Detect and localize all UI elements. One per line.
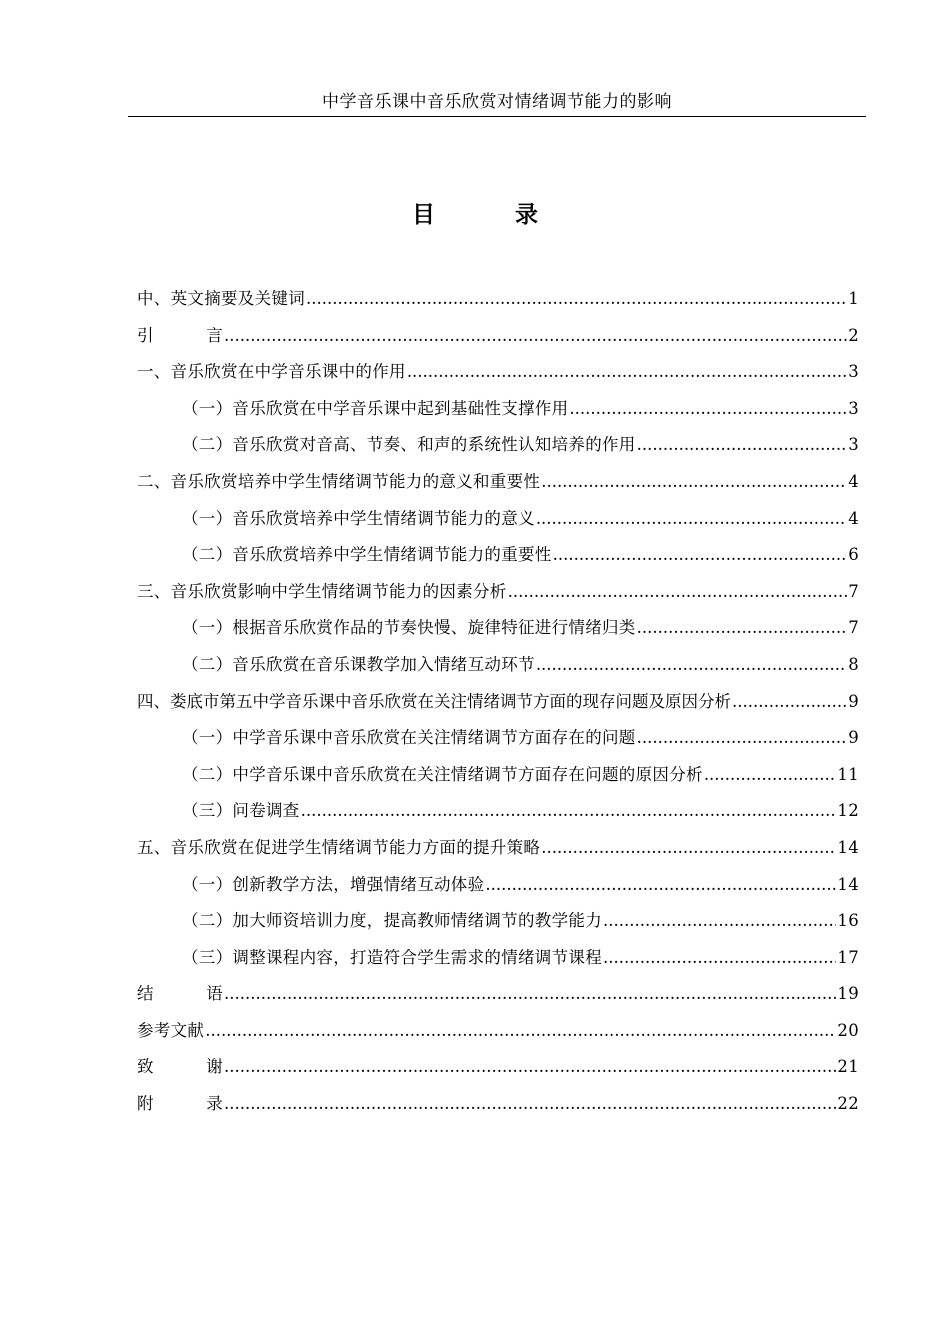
toc-entry-title: 结 语 [137, 984, 223, 1004]
toc-page-number: 21 [837, 1057, 859, 1077]
toc-page-number: 9 [848, 691, 859, 711]
toc-entry-section-1-2[interactable] [137, 433, 859, 470]
toc-entry-title: （三）问卷调查 [182, 801, 300, 821]
toc-entry-chapter-2[interactable] [137, 470, 859, 507]
dot-leader [485, 873, 836, 897]
dot-leader [541, 836, 836, 860]
dot-leader [224, 1092, 836, 1116]
toc-entry-title: （一）中学音乐课中音乐欣赏在关注情绪调节方面存在的问题 [182, 728, 636, 748]
toc-entry-title: （二）音乐欣赏培养中学生情绪调节能力的重要性 [182, 545, 552, 565]
toc-entry-conclusion[interactable] [137, 982, 859, 1019]
toc-entry-appendix[interactable] [137, 1092, 859, 1129]
dot-leader [603, 946, 836, 970]
toc-page-number: 12 [837, 801, 859, 821]
toc-entry-title: 参考文献 [137, 1020, 205, 1040]
toc-entry-section-5-2[interactable] [137, 909, 859, 946]
toc-entry-introduction[interactable] [137, 324, 859, 361]
toc-entry-title: 一、音乐欣赏在中学音乐课中的作用 [137, 362, 406, 382]
toc-page-number: 16 [837, 911, 859, 931]
toc-entry-title: （一）音乐欣赏培养中学生情绪调节能力的意义 [182, 508, 535, 528]
dot-leader [637, 433, 848, 457]
toc-entry-title: （一）创新教学方法，增强情绪互动体验 [182, 874, 485, 894]
dot-leader [541, 470, 847, 494]
dot-leader [306, 287, 847, 311]
toc-page-number: 3 [848, 435, 859, 455]
toc-entry-chapter-5[interactable] [137, 836, 859, 873]
toc-entry-section-4-2[interactable] [137, 763, 859, 800]
dot-leader [569, 397, 847, 421]
toc-page-number: 14 [837, 874, 859, 894]
toc-page-number: 14 [837, 837, 859, 857]
toc-entry-title: （一）根据音乐欣赏作品的节奏快慢、旋律特征进行情绪归类 [182, 618, 636, 638]
toc-entry-title: （二）音乐欣赏对音高、节奏、和声的系统性认知培养的作用 [182, 435, 636, 455]
toc-page-number: 1 [848, 289, 859, 308]
toc-entry-references[interactable] [137, 1019, 859, 1056]
dot-leader [224, 1055, 836, 1079]
toc-entry-title: （二）加大师资培训力度，提高教师情绪调节的教学能力 [182, 911, 602, 931]
dot-leader [407, 360, 847, 384]
dot-leader [704, 763, 837, 787]
toc-page-number: 8 [848, 654, 859, 674]
toc-entry-acknowledgements[interactable] [137, 1055, 859, 1092]
toc-entry-title: 二、音乐欣赏培养中学生情绪调节能力的意义和重要性 [137, 471, 541, 491]
dot-leader [301, 799, 837, 823]
toc-entry-title: （三）调整课程内容，打造符合学生需求的情绪调节课程 [182, 947, 602, 967]
toc-entry-section-3-1[interactable] [137, 616, 859, 653]
dot-leader [553, 543, 848, 567]
table-of-contents [137, 287, 859, 1129]
dot-leader [732, 690, 847, 714]
toc-page-number: 3 [848, 398, 859, 418]
toc-entry-title: 中、英文摘要及关键词 [137, 289, 305, 308]
toc-entry-title: 四、娄底市第五中学音乐课中音乐欣赏在关注情绪调节方面的现存问题及原因分析 [137, 691, 731, 711]
toc-entry-title: 三、音乐欣赏影响中学生情绪调节能力的因素分析 [137, 581, 507, 601]
toc-entry-section-5-1[interactable] [137, 873, 859, 910]
toc-entry-section-3-2[interactable] [137, 653, 859, 690]
toc-page-number: 7 [848, 581, 859, 601]
toc-entry-section-2-2[interactable] [137, 543, 859, 580]
dot-leader [637, 726, 848, 750]
dot-leader [205, 1019, 836, 1043]
toc-page-number: 4 [848, 508, 859, 528]
running-header: 中学音乐课中音乐欣赏对情绪调节能力的影响 [128, 92, 866, 117]
toc-entry-section-4-1[interactable] [137, 726, 859, 763]
toc-entry-section-4-3[interactable] [137, 799, 859, 836]
toc-entry-chapter-1[interactable] [137, 360, 859, 397]
dot-leader [637, 616, 848, 640]
toc-page-number: 3 [848, 362, 859, 382]
toc-entry-section-2-1[interactable] [137, 507, 859, 544]
dot-leader [508, 580, 848, 604]
toc-entry-title: （二）音乐欣赏在音乐课教学加入情绪互动环节 [182, 654, 535, 674]
toc-entry-title: 五、音乐欣赏在促进学生情绪调节能力方面的提升策略 [137, 837, 541, 857]
dot-leader [603, 909, 836, 933]
toc-page-number: 11 [837, 764, 859, 784]
page-title: 目 录 [411, 201, 574, 228]
toc-page-number: 6 [848, 545, 859, 565]
toc-page-number: 7 [848, 618, 859, 638]
toc-page-number: 2 [848, 325, 859, 345]
toc-entry-section-5-3[interactable] [137, 946, 859, 983]
toc-page-number: 4 [848, 471, 859, 491]
dot-leader [536, 653, 847, 677]
dot-leader [536, 507, 847, 531]
toc-page-number: 9 [848, 728, 859, 748]
toc-page-number: 22 [837, 1094, 859, 1114]
toc-page-number: 20 [837, 1020, 859, 1040]
toc-entry-section-1-1[interactable] [137, 397, 859, 434]
toc-entry-title: 附 录 [137, 1094, 223, 1114]
toc-entry-title: 引 言 [137, 325, 223, 345]
toc-page-number: 19 [837, 984, 859, 1004]
dot-leader [224, 324, 847, 348]
toc-page-number: 17 [837, 947, 859, 967]
dot-leader [224, 982, 836, 1006]
toc-entry-title: （一）音乐欣赏在中学音乐课中起到基础性支撑作用 [182, 398, 569, 418]
toc-entry-title: 致 谢 [137, 1057, 223, 1077]
toc-entry-chapter-4[interactable] [137, 690, 859, 727]
toc-entry-abstract[interactable] [137, 287, 859, 324]
toc-entry-title: （二）中学音乐课中音乐欣赏在关注情绪调节方面存在问题的原因分析 [182, 764, 703, 784]
toc-entry-chapter-3[interactable] [137, 580, 859, 617]
